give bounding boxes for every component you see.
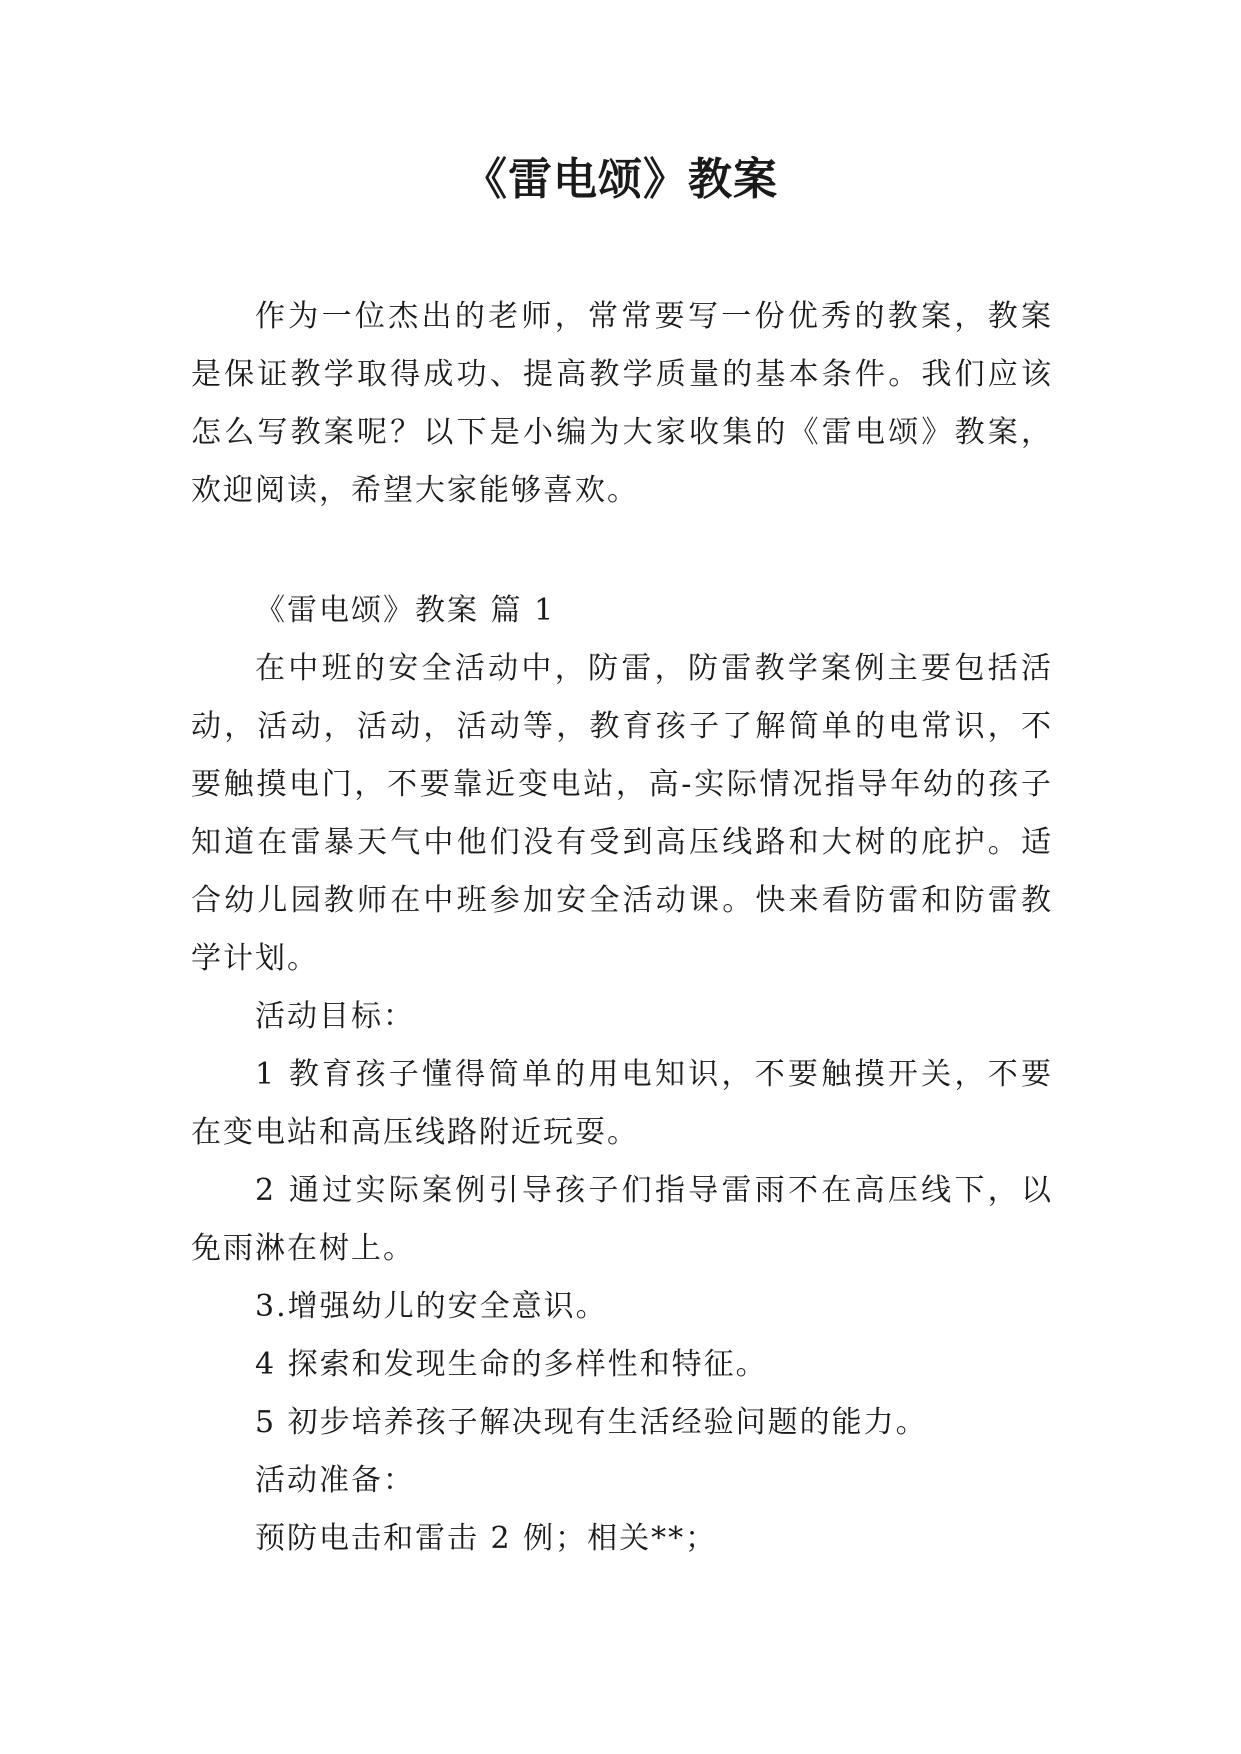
intro-paragraph: 作为一位杰出的老师，常常要写一份优秀的教案，教案是保证教学取得成功、提高教学质量的基本条件。我们应该怎么写教案呢？以下是小编为大家收集的《雷电颂》教案，欢迎阅读，希望大家能够喜欢。 [191,299,1053,508]
goal-item-4: 4 探索和发现生命的多样性和特征。 [255,1347,768,1382]
prep-text: 预防电击和雷击 2 例；相关**； [255,1521,718,1556]
document-body [191,288,1053,1568]
goals-heading: 活动目标： [255,999,415,1034]
goal-item-2: 2 通过实际案例引导孩子们指导雷雨不在高压线下，以免雨淋在树上。 [191,1173,1053,1266]
goal-item-5: 5 初步培养孩子解决现有生活经验问题的能力。 [255,1405,928,1440]
document-title: 《雷电颂》教案 [463,154,778,205]
section-heading: 《雷电颂》教案 篇 1 [255,593,556,628]
goal-item-1: 1 教育孩子懂得简单的用电知识，不要触摸开关，不要在变电站和高压线路附近玩耍。 [191,1057,1053,1150]
goal-item-3: 3.增强幼儿的安全意识。 [255,1289,608,1324]
prep-heading: 活动准备： [255,1463,415,1498]
section-intro-paragraph: 在中班的安全活动中，防雷，防雷教学案例主要包括活动，活动，活动，活动等，教育孩子了解简单的电常识，不要触摸电门，不要靠近变电站，高-实际情况指导年幼的孩子知道在雷暴天气中他们没有受到高压线路和大树的庇护。适合幼儿园教师在中班参加安全活动课。快来看防雷和防雷教学计划。 [191,651,1053,976]
